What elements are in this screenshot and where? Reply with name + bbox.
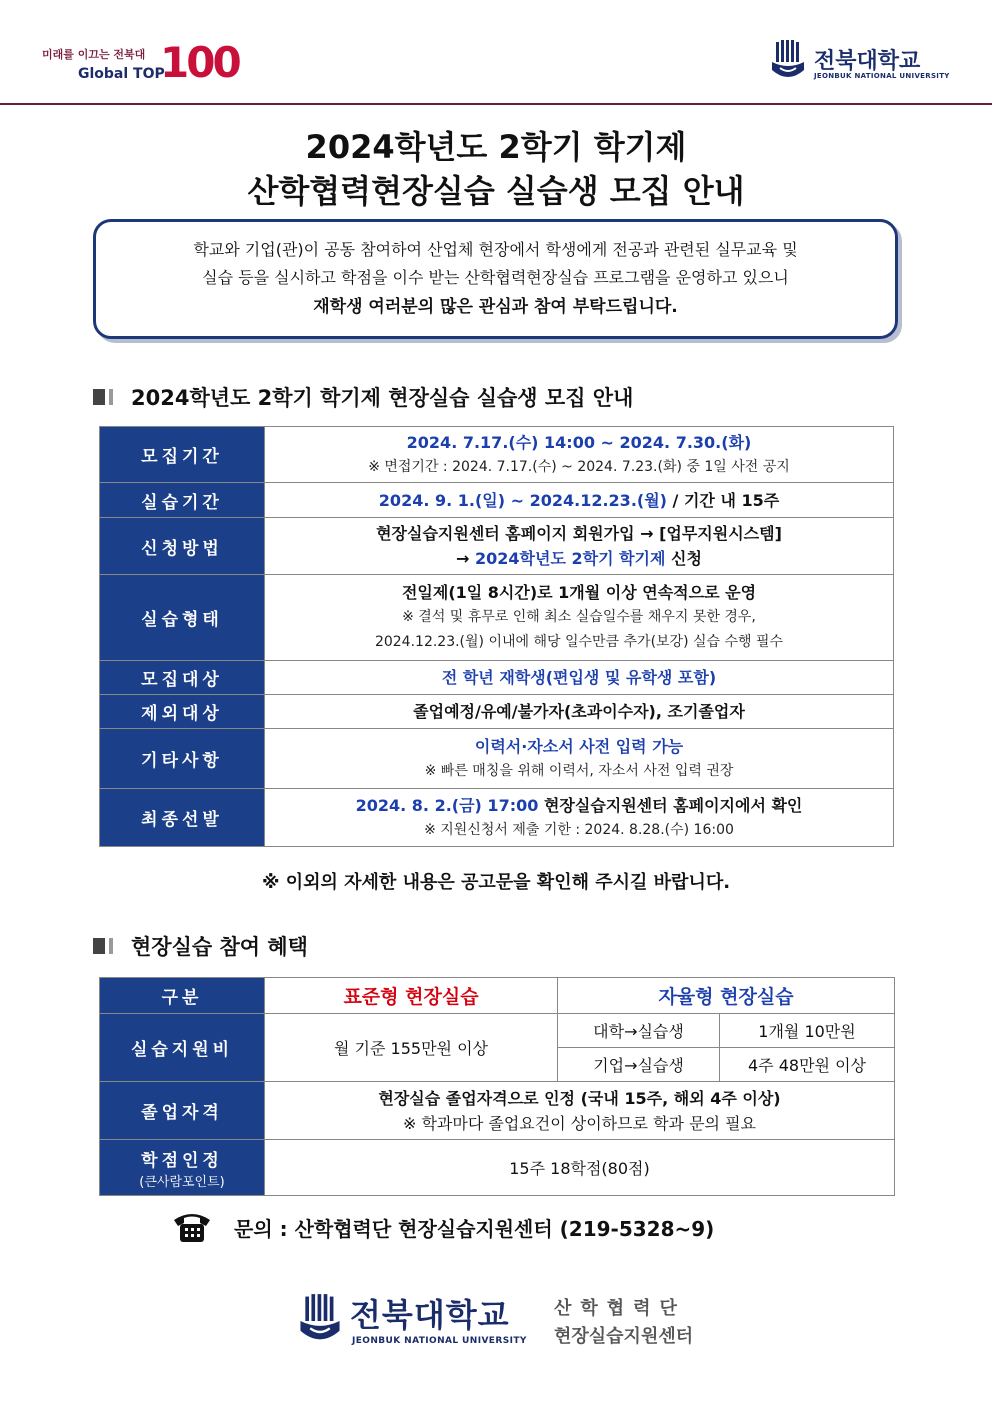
col-autonomous-label: 자율형 현장실습 [658, 986, 794, 1008]
row-label-practice-period: 실습기간 [100, 483, 265, 518]
table-row [100, 1014, 895, 1048]
row-label-recruit-period: 모집기간 [100, 427, 265, 483]
logo-tagline: 미래를 이끄는 전북대 [42, 48, 146, 61]
graduation-value: 현장실습 졸업자격으로 인정 (국내 15주, 해외 4주 이상) [378, 1088, 781, 1108]
graduation-note: ※ 학과마다 졸업요건이 상이하므로 학과 문의 필요 [402, 1113, 757, 1133]
apply-method-cell [265, 518, 894, 575]
table-row [100, 483, 894, 518]
practice-type-value: 전일제(1일 8시간)로 1개월 이상 연속적으로 운영 [401, 583, 757, 602]
university-name: 전북대학교 [814, 49, 921, 74]
logo-100: 100 [160, 38, 239, 87]
practice-type-cell [265, 575, 894, 661]
row-label-practice-type: 실습형태 [100, 575, 265, 661]
support-standard: 월 기준 155만원 이상 [265, 1014, 558, 1082]
page-title-line1: 2024학년도 2학기 학기제 [305, 128, 687, 166]
intro-line3: 재학생 여러분의 많은 관심과 참여 부탁드립니다. [313, 297, 678, 317]
footer-logo [298, 1290, 718, 1352]
row-label-etc: 기타사항 [100, 729, 265, 789]
benefits-table [99, 977, 895, 1196]
table-row [100, 1082, 895, 1140]
table-row [100, 575, 894, 661]
final-text: 현장실습지원센터 홈페이지에서 확인 [538, 795, 803, 815]
credit-label: 학점인정 [141, 1150, 223, 1171]
credit-sublabel: (큰사람포인트) [139, 1174, 225, 1190]
recruit-period-cell [265, 427, 894, 483]
university-emblem-icon [770, 40, 806, 84]
row-label-credit [100, 1140, 265, 1196]
col-standard [265, 978, 558, 1014]
contact-line [172, 1210, 714, 1244]
practice-type-note1: ※ 결석 및 휴무로 인해 최소 실습일수를 채우지 못한 경우, [402, 609, 756, 625]
col-autonomous [558, 978, 895, 1014]
table-row [100, 729, 894, 789]
logo-global-top: Global TOP [78, 66, 165, 82]
section2-heading [93, 931, 308, 961]
footer-dept2: 현장실습지원센터 [554, 1326, 694, 1347]
table-row [100, 518, 894, 575]
row-label-support: 실습지원비 [100, 1014, 265, 1082]
etc-value: 이력서·자소서 사전 입력 가능 [474, 736, 684, 756]
footer-university-name-en: JEONBUK NATIONAL UNIVERSITY [352, 1336, 527, 1346]
page-title-line2: 산학협력현장실습 실습생 모집 안내 [247, 172, 745, 210]
section1-heading [93, 382, 633, 412]
apply-method-end: 신청 [665, 549, 702, 568]
target-cell [265, 661, 894, 695]
section-bullet-bar [109, 938, 113, 954]
table-row [100, 427, 894, 483]
section-bullet-bar [109, 389, 113, 405]
recruit-period-value: 2024. 7.17.(수) 14:00 ~ 2024. 7.30.(화) [406, 432, 752, 452]
section-bullet-icon [93, 389, 105, 405]
row-label-final: 최종선발 [100, 789, 265, 847]
graduation-cell [265, 1082, 895, 1140]
credit-value: 15주 18학점(80점) [265, 1140, 895, 1196]
recruitment-table [99, 426, 894, 847]
col-label: 구분 [100, 978, 265, 1014]
apply-method-line1: 현장실습지원센터 홈페이지 회원가입 → [업무지원시스템] [376, 524, 782, 543]
practice-period-cell [265, 483, 894, 518]
details-notice: ※ 이외의 자세한 내용은 공고문을 확인해 주시길 바랍니다. [261, 872, 731, 893]
col-standard-label: 표준형 현장실습 [343, 986, 479, 1008]
university-name-en: JEONBUK NATIONAL UNIVERSITY [814, 72, 950, 80]
table-row [100, 978, 895, 1014]
excluded-value: 졸업예정/유예/불가자(초과이수자), 조기졸업자 [413, 702, 745, 721]
row-label-target: 모집대상 [100, 661, 265, 695]
etc-note: ※ 빠른 매칭을 위해 이력서, 자소서 사전 입력 권장 [424, 762, 734, 779]
global-top-100-logo [42, 38, 242, 88]
table-row [100, 1140, 895, 1196]
section-bullet-icon [93, 938, 105, 954]
apply-method-term: 2024학년도 2학기 학기제 [475, 549, 666, 568]
practice-type-note2: 2024.12.23.(월) 이내에 해당 일수만큼 추가(보강) 실습 수행 필수 [374, 634, 784, 650]
etc-cell [265, 729, 894, 789]
excluded-cell [265, 695, 894, 729]
footer-university-name: 전북대학교 [350, 1296, 510, 1334]
final-note: ※ 지원신청서 제출 기한 : 2024. 8.28.(수) 16:00 [424, 821, 734, 838]
support-who-1: 대학→실습생 [558, 1014, 720, 1048]
university-logo [770, 40, 960, 86]
contact-text: 문의 : 산학협력단 현장실습지원센터 (219-5328~9) [234, 1216, 715, 1241]
final-cell [265, 789, 894, 847]
intro-line1: 학교와 기업(관)이 공동 참여하여 산업체 현장에서 학생에게 전공과 관련된 실무교육 및 [193, 240, 798, 259]
row-label-graduation: 졸업자격 [100, 1082, 265, 1140]
telephone-icon [172, 1210, 212, 1244]
university-emblem-icon [298, 1292, 342, 1350]
support-amount-2: 4주 48만원 이상 [720, 1048, 895, 1082]
recruit-period-note: ※ 면접기간 : 2024. 7.17.(수) ~ 2024. 7.23.(화) 중 1일 사전 공지 [368, 458, 790, 475]
table-row [100, 789, 894, 847]
header-divider [0, 103, 992, 105]
final-date: 2024. 8. 2.(금) 17:00 [355, 795, 539, 815]
section2-title: 현장실습 참여 혜택 [131, 935, 308, 959]
intro-line2: 실습 등을 실시하고 학점을 이수 받는 산학협력현장실습 프로그램을 운영하고 있으니 [202, 268, 789, 287]
apply-method-arrow: → [456, 549, 476, 568]
support-who-2: 기업→실습생 [558, 1048, 720, 1082]
practice-period-suffix: / 기간 내 15주 [666, 490, 780, 510]
section1-title: 2024학년도 2학기 학기제 현장실습 실습생 모집 안내 [131, 386, 634, 410]
row-label-apply-method: 신청방법 [100, 518, 265, 575]
support-amount-1: 1개월 10만원 [720, 1014, 895, 1048]
row-label-excluded: 제외대상 [100, 695, 265, 729]
intro-box [93, 219, 898, 339]
footer-dept1: 산학협력단 [554, 1298, 686, 1319]
target-value: 전 학년 재학생(편입생 및 유학생 포함) [441, 668, 717, 687]
table-row [100, 695, 894, 729]
practice-period-value: 2024. 9. 1.(일) ~ 2024.12.23.(월) [378, 490, 667, 510]
table-row [100, 661, 894, 695]
